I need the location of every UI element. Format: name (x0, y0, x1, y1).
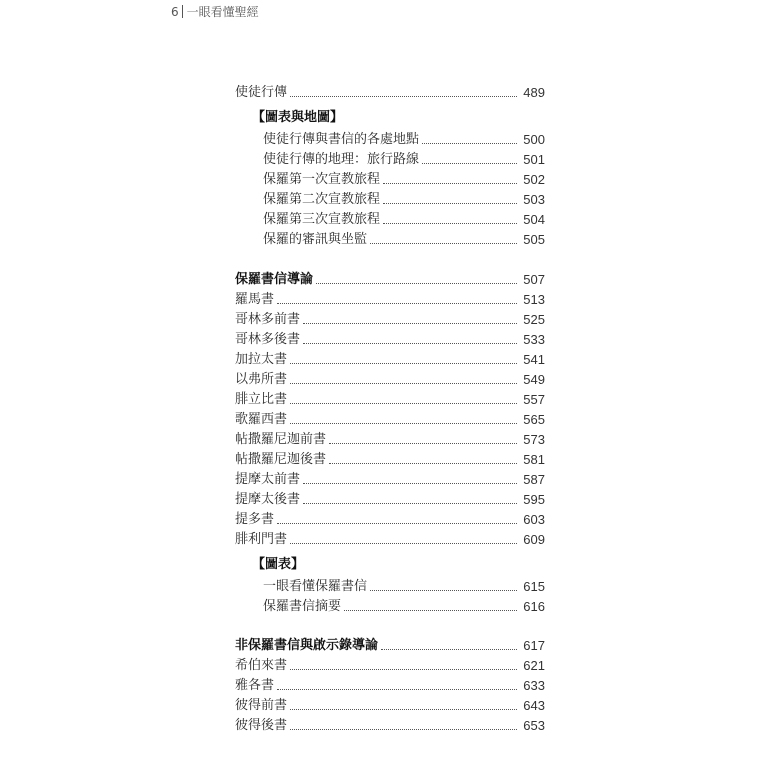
dot-leader (383, 183, 517, 184)
toc-entry-sub[interactable] (263, 230, 545, 248)
dot-leader (303, 483, 517, 484)
toc-entry[interactable] (235, 530, 545, 548)
toc-entry-page: 500 (523, 132, 545, 147)
dot-leader (290, 96, 517, 97)
dot-leader (290, 729, 517, 730)
toc-entry[interactable] (235, 390, 545, 408)
toc-entry-page: 505 (523, 232, 545, 247)
toc-entry-title: 一眼看懂保羅書信 (263, 579, 368, 594)
dot-leader (290, 383, 517, 384)
toc-entry-title: 使徒行傳與書信的各處地點 (263, 132, 420, 147)
toc-entry-title: 歌羅西書 (235, 412, 288, 427)
dot-leader (422, 163, 517, 164)
dot-leader (383, 203, 517, 204)
toc-entry-page: 615 (523, 579, 545, 594)
book-title: 一眼看懂聖經 (186, 5, 259, 19)
toc-entry[interactable] (235, 290, 545, 308)
toc-entry-title: 帖撒羅尼迦前書 (235, 432, 327, 447)
toc-entry[interactable] (235, 470, 545, 488)
dot-leader (290, 709, 517, 710)
toc-entry-title: 非保羅書信與啟示錄導論 (235, 638, 379, 653)
toc-entry-page: 541 (523, 352, 545, 367)
toc-entry-title: 哥林多前書 (235, 312, 301, 327)
toc-entry-page: 507 (523, 272, 545, 287)
toc-entry[interactable] (235, 350, 545, 368)
toc-entry[interactable] (235, 370, 545, 388)
dot-leader (383, 223, 517, 224)
toc-entry-page: 616 (523, 599, 545, 614)
dot-leader (277, 523, 517, 524)
dot-leader (290, 669, 517, 670)
toc-entry-page: 525 (523, 312, 545, 327)
dot-leader (277, 303, 517, 304)
toc-entry-title: 提摩太前書 (235, 472, 301, 487)
toc-entry-title: 使徒行傳的地理：旅行路線 (263, 152, 420, 167)
dot-leader (316, 283, 517, 284)
dot-leader (370, 243, 517, 244)
toc-entry-title: 保羅第一次宣教旅程 (263, 172, 381, 187)
toc-entry-sub[interactable] (263, 170, 545, 188)
toc-entry[interactable] (235, 656, 545, 674)
dot-leader (303, 503, 517, 504)
toc-entry-page: 504 (523, 212, 545, 227)
toc-entry-sub[interactable] (263, 597, 545, 615)
dot-leader (277, 689, 517, 690)
toc-entry-page: 603 (523, 512, 545, 527)
toc-entry-title: 保羅第二次宣教旅程 (263, 192, 381, 207)
toc-entry-sub[interactable] (263, 130, 545, 148)
toc-entry[interactable] (235, 450, 545, 468)
dot-leader (303, 343, 517, 344)
toc-entry[interactable] (235, 310, 545, 328)
dot-leader (303, 323, 517, 324)
dot-leader (290, 363, 517, 364)
dot-leader (290, 543, 517, 544)
dot-leader (329, 443, 517, 444)
dot-leader (344, 610, 517, 611)
toc-entry-title: 帖撒羅尼迦後書 (235, 452, 327, 467)
toc-entry-page: 621 (523, 658, 545, 673)
toc-entry-sub[interactable] (263, 577, 545, 595)
subheading-charts: 【圖表】 (252, 557, 305, 572)
toc-entry-title: 提摩太後書 (235, 492, 301, 507)
toc-entry[interactable] (235, 696, 545, 714)
toc-entry[interactable] (235, 430, 545, 448)
toc-entry-page: 653 (523, 718, 545, 733)
toc-entry[interactable] (235, 410, 545, 428)
toc-entry-title: 保羅書信導論 (235, 272, 314, 287)
toc-entry-title: 彼得前書 (235, 698, 288, 713)
toc-entry-title: 腓立比書 (235, 392, 288, 407)
dot-leader (422, 143, 517, 144)
toc-entry[interactable] (235, 716, 545, 734)
toc-entry-page: 549 (523, 372, 545, 387)
toc-entry[interactable] (235, 510, 545, 528)
dot-leader (370, 590, 517, 591)
dot-leader (381, 649, 517, 650)
toc-entry-page: 581 (523, 452, 545, 467)
dot-leader (329, 463, 517, 464)
toc-entry-acts[interactable] (235, 83, 545, 101)
subheading-charts-maps: 【圖表與地圖】 (252, 110, 344, 125)
toc-entry-title: 加拉太書 (235, 352, 288, 367)
toc-entry-general-intro[interactable] (235, 636, 545, 654)
toc-entry-title: 腓利門書 (235, 532, 288, 547)
toc-entry-title: 哥林多後書 (235, 332, 301, 347)
toc-entry-page: 643 (523, 698, 545, 713)
toc-entry-title: 雅各書 (235, 678, 275, 693)
toc-entry-page: 501 (523, 152, 545, 167)
page-number: 6 (171, 4, 179, 19)
toc-entry-title: 使徒行傳 (235, 85, 288, 100)
toc-entry-page: 633 (523, 678, 545, 693)
toc-entry-title: 希伯來書 (235, 658, 288, 673)
dot-leader (290, 423, 517, 424)
toc-entry-page: 557 (523, 392, 545, 407)
toc-entry-sub[interactable] (263, 190, 545, 208)
toc-entry-page: 503 (523, 192, 545, 207)
toc-entry-pauline-intro[interactable] (235, 270, 545, 288)
toc-entry-page: 617 (523, 638, 545, 653)
toc-entry-page: 587 (523, 472, 545, 487)
toc-entry-title: 彼得後書 (235, 718, 288, 733)
toc-entry-page: 595 (523, 492, 545, 507)
toc-entry-page: 609 (523, 532, 545, 547)
toc-entry-page: 533 (523, 332, 545, 347)
toc-entry[interactable] (235, 330, 545, 348)
toc-entry-sub[interactable] (263, 210, 545, 228)
toc-entry-page: 502 (523, 172, 545, 187)
toc-entry-title: 保羅第三次宣教旅程 (263, 212, 381, 227)
toc-entry[interactable] (235, 676, 545, 694)
toc-entry-title: 保羅書信摘要 (263, 599, 342, 614)
toc-entry-page: 513 (523, 292, 545, 307)
dot-leader (290, 403, 517, 404)
toc-entry-page: 573 (523, 432, 545, 447)
toc-entry-sub[interactable] (263, 150, 545, 168)
toc-entry-title: 保羅的審訊與坐監 (263, 232, 368, 247)
toc-entry-title: 羅馬書 (235, 292, 275, 307)
toc-entry-title: 以弗所書 (235, 372, 288, 387)
toc-entry-title: 提多書 (235, 512, 275, 527)
toc-entry-page: 565 (523, 412, 545, 427)
toc-entry[interactable] (235, 490, 545, 508)
toc-entry-page: 489 (523, 85, 545, 100)
